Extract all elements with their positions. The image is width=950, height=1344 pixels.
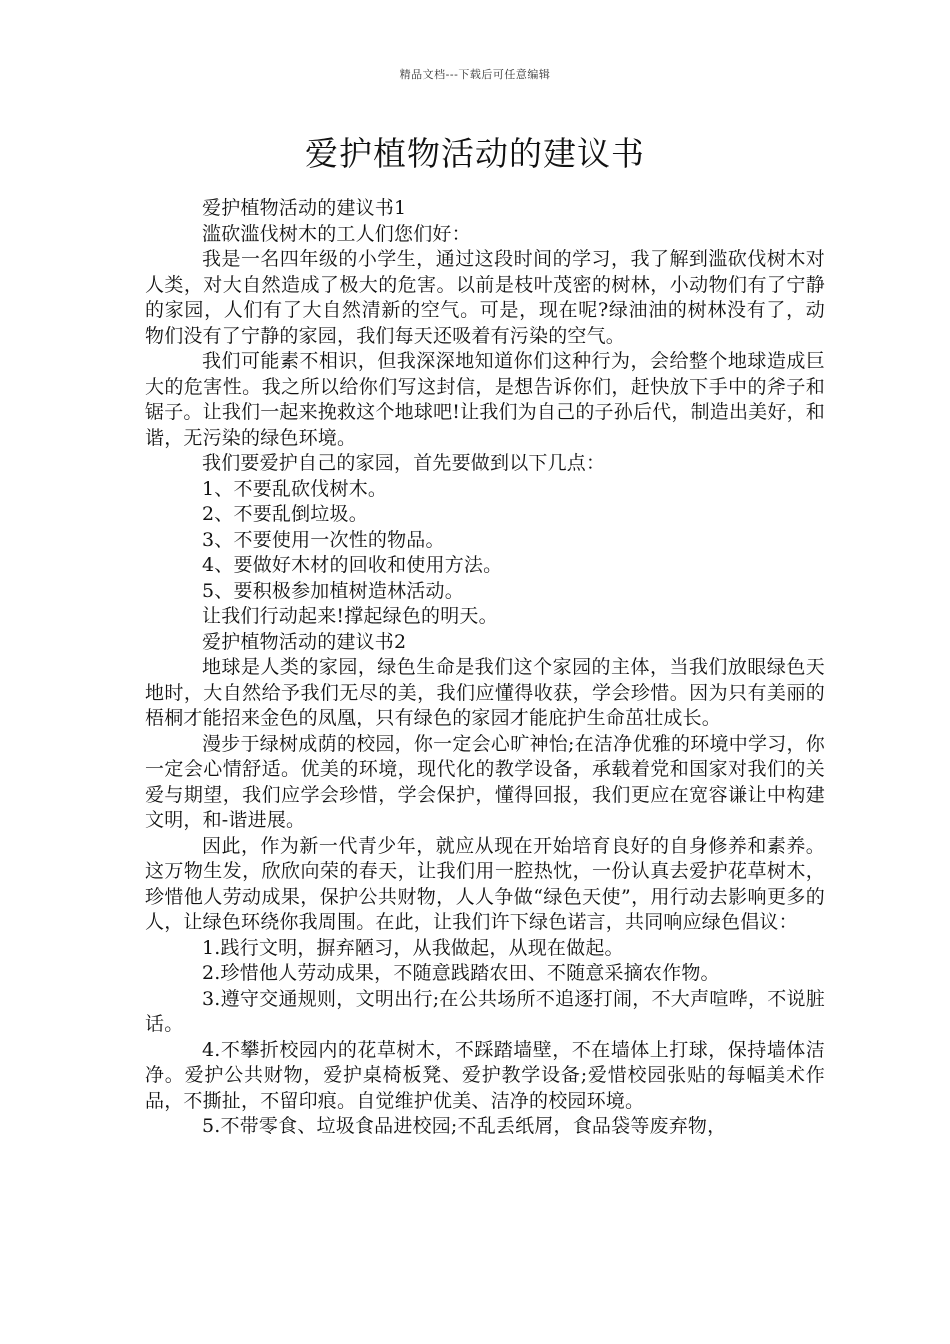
paragraph: 地球是人类的家园，绿色生命是我们这个家园的主体，当我们放眼绿色天地时，大自然给予我们无尽的美，我们应懂得收获，学会珍惜。因为只有美丽的梧桐才能招来金色的凤凰，只有绿色的家园才能庇护生命茁壮成长。 — [145, 656, 825, 729]
list-item: 1、不要乱砍伐树木。 — [202, 477, 388, 500]
list-item: 5、要积极参加植树造林活动。 — [202, 579, 464, 602]
list-item: 5.不带零食、垃圾食品进校园;不乱丢纸屑，食品袋等废弃物， — [202, 1115, 727, 1137]
list-item: 3、不要使用一次性的物品。 — [202, 528, 445, 551]
page-header: 精品文档---下载后可任意编辑 — [399, 68, 551, 81]
paragraph: 滥砍滥伐树木的工人们您们好： — [202, 222, 471, 245]
document-title: 爱护植物活动的建议书 — [305, 134, 645, 173]
list-item: 4、要做好木材的回收和使用方法。 — [202, 554, 503, 576]
list-item: 1.践行文明，摒弃陋习，从我做起，从现在做起。 — [202, 936, 624, 959]
paragraph: 我们可能素不相识，但我深深地知道你们这种行为，会给整个地球造成巨大的危害性。我之所以给你们写这封信，是想告诉你们，赶快放下手中的斧子和锯子。让我们一起来挽救这个地球吧!让我们为自己的子孙后代，制造出美好，和谐，无污染的绿色环境。 — [145, 350, 825, 449]
list-item: 2、不要乱倒垃圾。 — [202, 503, 368, 525]
paragraph: 爱护植物活动的建议书2 — [202, 630, 407, 653]
list-item: 2.珍惜他人劳动成果，不随意践踏农田、不随意采摘农作物。 — [202, 962, 720, 984]
paragraph: 因此，作为新一代青少年，就应从现在开始培育良好的自身修养和素养。这万物生发，欣欣向荣的春天，让我们用一腔热忱，一份认真去爱护花草树木，珍惜他人劳动成果，保护公共财物，人人争做“绿色天使”，用行动去影响更多的人，让绿色环绕你我周围。在此，让我们许下绿色诺言，共同响应绿色倡议： — [145, 834, 825, 933]
paragraph: 爱护植物活动的建议书1 — [202, 197, 407, 219]
paragraph: 我们要爱护自己的家园，首先要做到以下几点： — [202, 452, 606, 474]
paragraph: 漫步于绿树成荫的校园，你一定会心旷神怡;在洁净优雅的环境中学习，你一定会心情舒适。优美的环境，现代化的教学设备，承载着党和国家对我们的关爱与期望，我们应学会珍惜，学会保护，懂得回报，我们更应在宽容谦让中构建文明，和-谐进展。 — [145, 732, 825, 831]
paragraph: 让我们行动起来!撑起绿色的明天。 — [202, 605, 498, 627]
list-item: 4.不攀折校园内的花草树木，不踩踏墙壁，不在墙体上打球，保持墙体洁净。爱护公共财物，爱护桌椅板凳、爱护教学设备;爱惜校园张贴的每幅美术作品，不撕扯，不留印痕。自觉维护优美、洁净的校园环境。 — [145, 1038, 825, 1112]
paragraph: 我是一名四年级的小学生，通过这段时间的学习，我了解到滥砍伐树木对人类，对大自然造成了极大的危害。以前是枝叶茂密的树林，小动物们有了宁静的家园，人们有了大自然清新的空气。可是，现在呢?绿油油的树林没有了，动物们没有了宁静的家园，我们每天还吸着有污染的空气。 — [145, 248, 825, 347]
list-item: 3.遵守交通规则，文明出行;在公共场所不追逐打闹，不大声喧哗，不说脏话。 — [145, 987, 825, 1035]
document-body — [145, 196, 825, 1140]
